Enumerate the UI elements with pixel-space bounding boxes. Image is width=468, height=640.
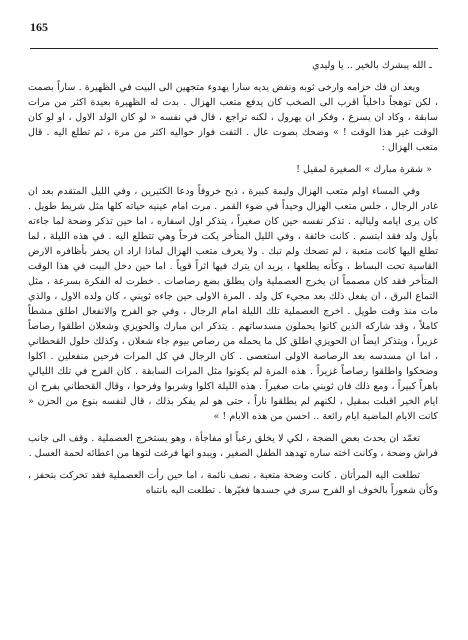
body-text [28,58,438,498]
paragraph-6: تطلعت اليه المرأتان . كانت وضحة متعبة ، نصف نائمة ، اما حين رأت العصملية فقد تحركت بتحفز ، وكأن شعوراً بالخوف او الفرح سرى في جسدها فغيّرها . تطلعت اليه بانتباه [28,470,438,496]
paragraph-2: ويعد ان فك حزامه وارخى ثوبه ونفض يديه سارا يهدوء متجهين الى البيت في الظهيرة . ساراً بصمت ، لكن توهجاً داخلياً اقرب الى الصخب كان يدفع متعب الهزال . بدت له الظهيرة بعيدة اكثر من مرات سابقة ، وكاد ان يسرع ، وفكر ان يهرول ، لكنه تراجع ، قال في نفسه « لو كان الولد الاول ، او لو كان الوقت غير هذا الوقت ! » وضحك بصوت عال . التفت فواز حواليه اكثر من مرة ، ثم تطلع اليه . قال متعب الهزال : [28,82,438,153]
paragraph-dialog-3: « شقرة مبارك » الصغيرة لمقيل ! [296,164,432,175]
paragraph-5: تعمّد ان يحدث بعض الضجة ، لكي لا يخلق رعباً او مفاجأة ، وهو يستخرج العصملية . وقف الى جانب فراش وضحة ، وكانت اخته ساره تهدهد الطفل الصغير ، ويبدو انها فرغت لتوها من اعطائه لحمة العسل . [28,433,438,459]
paragraph-4: وفي المساء اولم متعب الهزال وليمة كبيرة ، ذبح خروفاً ودعا الكثيرين ، وفي الليل المتقدم بعد ان غادر الرجال ، جلس متعب الهزال وحيداً في ضوء القمر . مرت امام عينيه حياته كلها مثل شريط طويل . كان يرى ايامه ولياليه . تذكر نفسه حين كان صغيراً ، يتذكر اول اسفاره ، اما حين تذكر وضحة لما جاءته بأول ولد فقد ابتسم . كانت خائفة ، وفي الليل المتأخر يكت فرحاً وهي تتطلع اليه . في هذه الليلة ، لما تطلع اليها كانت متعبة ، لم تضحك ولم تبك . ولا يعرف متعب الهزال لماذا اراد ان يحفر بأظافره الارض القاسية تحت البساط ، وكأنه يطلعها ، يريد ان يترك فيها اثراً قوياً . اما حين دخل البيت في هذا الوقت المتأخر فقد كان مصمماً ان يخرج العصملية وان يطلق بضع رصاصات . خطرت له الفكرة بسرعة ، مثل التماع البرق ، ان يفعل ذلك بعد مجيء كل ولد . المرة الاولى حين جاءه ثويني ، كان ولده الاول ، والذي مات منذ وقت طويل . اخرج العصملية تلك الليلة امام الرجال ، وفي جو الفرح والانفعال اطلق مشطاً كاملاً ، وقد شاركه الذين كانوا يحملون مسدساتهم . يتذكر ابن مبارك والحويزي وشعلان اطلقوا رصاصاً غزيراً ، ويتذكر ايضاً ان الحويزي اطلق كل ما يحمله من رصاص بيوم جاء شعلان ، وكذلك حلول القحطاني ، اما ان مسدسه بعد الرصاصة الاولى استعصى . كان الرجال في كل المرات فرحين منفعلين . اكلوا وضحكوا واطلقوا رصاصاً غزيراً . هذه المرة لم يكونوا مثل المرات السابقة . كان الفرح في تلك الليالي باهراً كبيراً ، ومع ذلك فان ثويني مات صغيراً . هذه الليلة اكلوا وشربوا وفرحوا ، وقال القحطاني بفرح ان ايام الخير اقبلت بمقيل ، لكنهم لم يطلقوا ناراً ، حتى هو لم يفكر بذلك ، قال لنفسه بنوع من الحزن « كانت الايام الماضية ايام رائعة .. احسن من هذه الايام ! » [28,186,438,422]
paragraph-dialog-1: ـ الله يبشرك بالخير .. يا وليدي [312,60,432,71]
page-number: 165 [30,20,48,34]
header-rule [30,48,438,49]
